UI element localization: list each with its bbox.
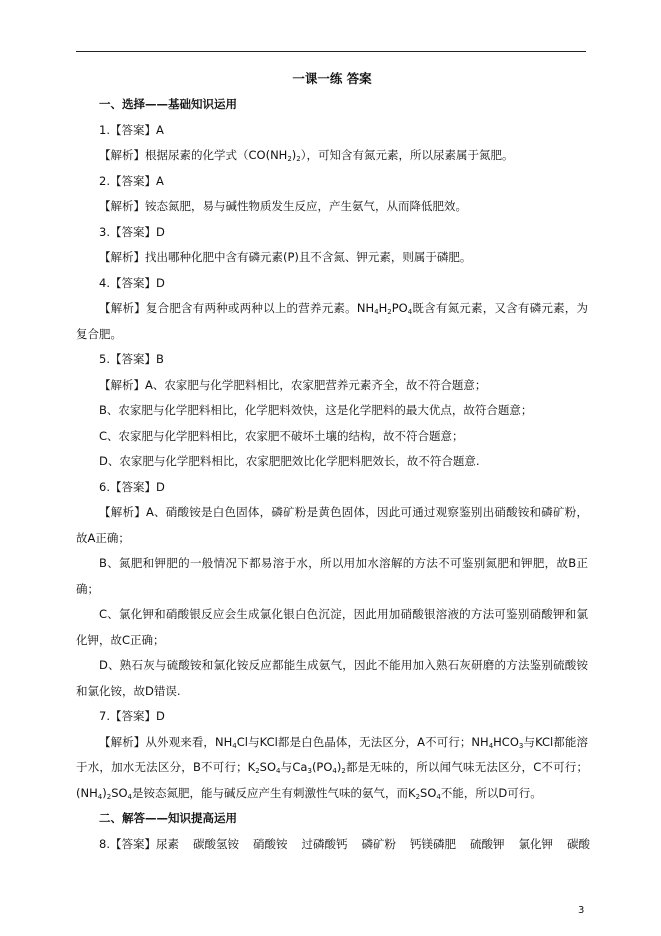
explanation-5-c: C、农家肥与化学肥料相比，农家肥不破坏土壤的结构，故不符合题意； [99, 428, 464, 443]
explanation-7: 【解析】从外观来看，$NH_4Cl$与KCl都是白色晶体，无法区分，A不可行；$NH_4HCO_3$与KCl都能溶于水，加水无法区分，B不可行；$K_2SO_4$与$Ca_3(PO_4)_2$都是无味的，所以闻气味无法区分，C不可行；$(NH_4)_2SO_4$是铵态氮肥，能与碱反应产生有刺激性气味的氨气，而$K_2SO_4$不能，所以D可行。 [76, 734, 589, 801]
answer-3: 3.【答案】D [99, 224, 165, 239]
explanation-6-a: 【解析】A、硝酸铵是白色固体，磷矿粉是黄色固体，因此可通过观察鉴别出硝酸铵和磷矿粉，故A正确； [76, 505, 588, 545]
explanation-6-b: B、氮肥和钾肥的一般情况下都易溶于水，所以用加水溶解的方法不可鉴别氮肥和钾肥，故B正确； [76, 556, 588, 596]
explanation-5-a: 【解析】A、农家肥与化学肥料相比，农家肥营养元素齐全，故不符合题意； [99, 377, 487, 392]
section-1-heading: 一、选择——基础知识运用 [99, 97, 237, 111]
explanation-6-d: D、熟石灰与硫酸铵和氯化铵反应都能生成氨气，因此不能用加入熟石灰研磨的方法鉴别硫酸铵和氯化铵，故D错误. [76, 658, 588, 698]
explanation-1: 【解析】根据尿素的化学式$(CO(NH_2)_2)$，可知含有氮元素，所以尿素属于氮肥。 [99, 148, 514, 163]
answer-2: 2.【答案】A [99, 173, 164, 188]
explanation-5-b: B、农家肥与化学肥料相比，化学肥料效快，这是化学肥料的最大优点，故符合题意； [99, 403, 533, 417]
page-number: 3 [578, 905, 585, 916]
answer-8: 8.【答案】尿素 碳酸氢铵 硝酸铵 过磷酸钙 磷矿粉 钙镁磷肥 硫酸钾 氯化钾 碳酸 [99, 836, 590, 851]
answer-5: 5.【答案】B [99, 352, 164, 366]
section-2-heading: 二、解答——知识提高运用 [99, 811, 237, 825]
explanation-2: 【解析】铵态氮肥，易与碱性物质发生反应，产生氨气，从而降低肥效。 [99, 199, 467, 213]
answer-7: 7.【答案】D [99, 709, 165, 723]
answer-1: 1.【答案】A [99, 122, 164, 137]
answer-page [76, 60, 588, 857]
explanation-6-c: C、氯化钾和硝酸银反应会生成氯化银白色沉淀，因此用加硝酸银溶液的方法可鉴别硝酸钾和氯化钾，故C正确； [76, 607, 588, 647]
answer-4: 4.【答案】D [99, 275, 165, 290]
explanation-4: 【解析】复合肥含有两种或两种以上的营养元素。$NH_4H_2PO_4$既含有氮元素，又含有磷元素，为复合肥。 [76, 301, 589, 341]
header-rule [76, 51, 586, 52]
explanation-3: 【解析】找出哪种化肥中含有磷元素(P)且不含氮、钾元素，则属于磷肥。 [99, 250, 472, 264]
explanation-5-d: D、农家肥与化学肥料相比，农家肥肥效比化学肥料肥效长，故不符合题意. [99, 454, 480, 468]
answer-6: 6.【答案】D [99, 479, 165, 494]
page-title: 一课一练 答案 [292, 71, 372, 86]
